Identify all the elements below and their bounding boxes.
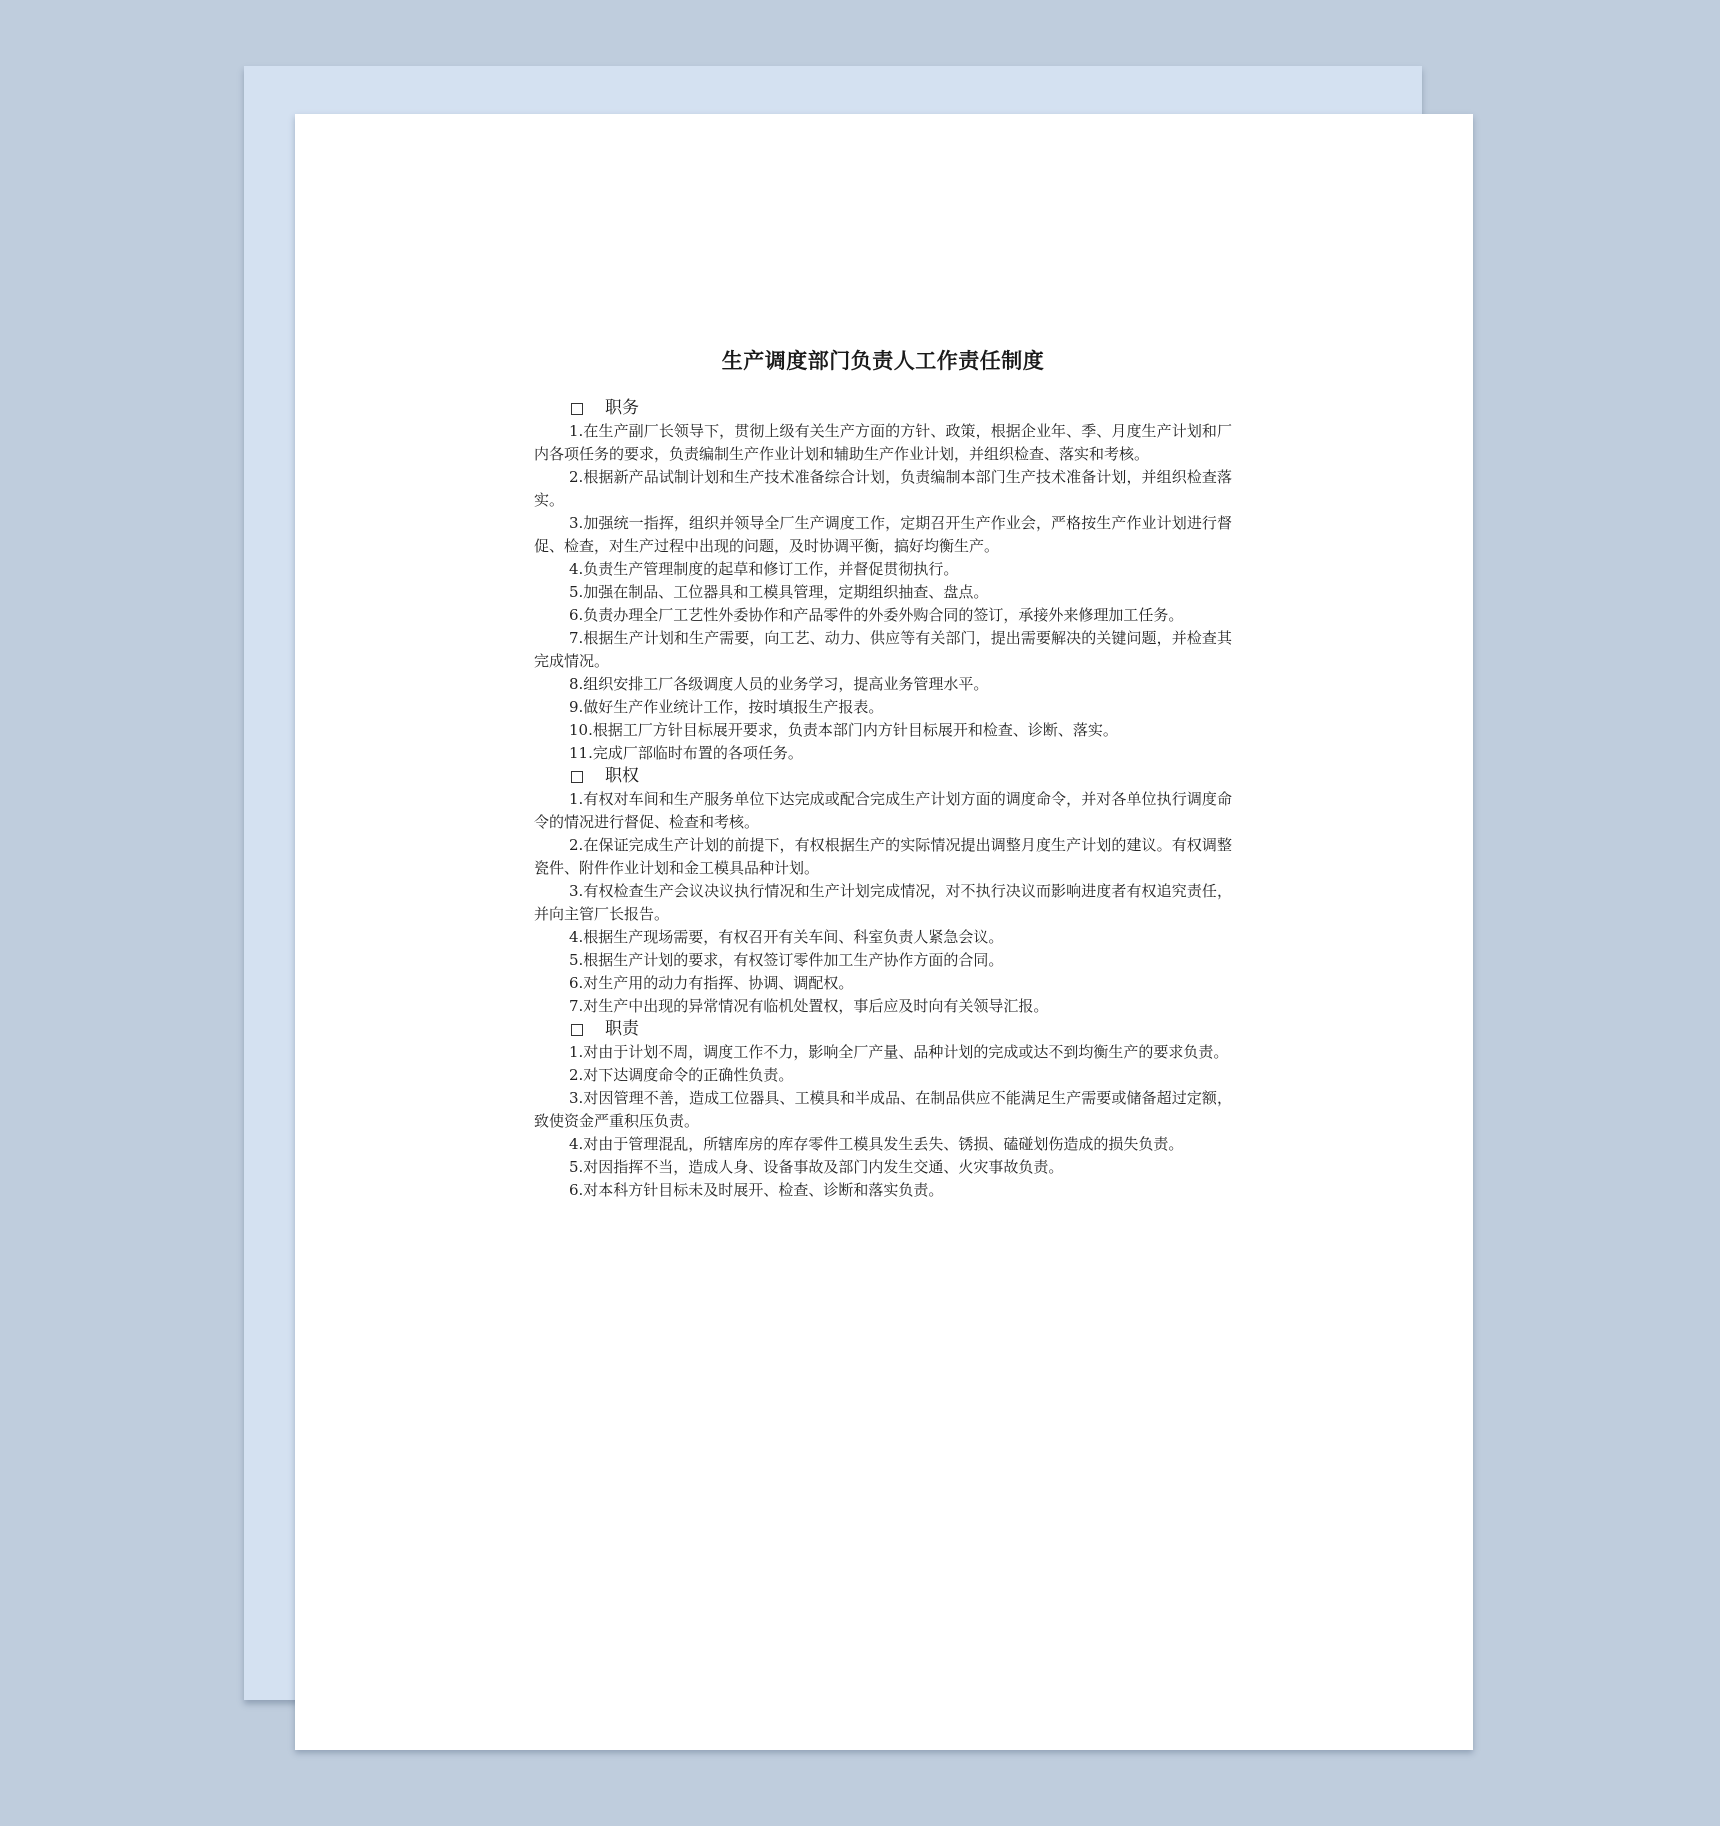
section-heading-label: 职务	[605, 398, 639, 418]
list-item: 5.加强在制品、工位器具和工模具管理，定期组织抽查、盘点。	[569, 583, 989, 601]
section-authority	[534, 765, 1232, 1018]
list-item: 3.有权检查生产会议决议执行情况和生产计划完成情况，对不执行决议而影响进度者有权追究责任，并向主管厂长报告。	[534, 882, 1232, 923]
list-item: 2.对下达调度命令的正确性负责。	[569, 1066, 794, 1084]
list-item: 4.负责生产管理制度的起草和修订工作，并督促贯彻执行。	[569, 560, 959, 578]
section-heading	[534, 1018, 1232, 1041]
list-item: 4.根据生产现场需要，有权召开有关车间、科室负责人紧急会议。	[569, 928, 1004, 946]
list-item: 1.在生产副厂长领导下，贯彻上级有关生产方面的方针、政策，根据企业年、季、月度生产计划和厂内各项任务的要求，负责编制生产作业计划和辅助生产作业计划，并组织检查、落实和考核。	[534, 422, 1232, 463]
checkbox-icon	[571, 771, 583, 783]
document-title: 生产调度部门负责人工作责任制度	[721, 349, 1045, 373]
section-heading	[534, 397, 1232, 420]
document-body	[534, 340, 1232, 1202]
section-heading	[534, 765, 1232, 788]
section-heading-label: 职责	[605, 1019, 639, 1039]
list-item: 8.组织安排工厂各级调度人员的业务学习，提高业务管理水平。	[569, 675, 989, 693]
list-item: 4.对由于管理混乱，所辖库房的库存零件工模具发生丢失、锈损、磕碰划伤造成的损失负责。	[569, 1135, 1184, 1153]
list-item: 7.对生产中出现的异常情况有临机处置权，事后应及时向有关领导汇报。	[569, 997, 1049, 1015]
list-item: 1.有权对车间和生产服务单位下达完成或配合完成生产计划方面的调度命令，并对各单位执行调度命令的情况进行督促、检查和考核。	[534, 790, 1232, 831]
list-item: 1.对由于计划不周，调度工作不力，影响全厂产量、品种计划的完成或达不到均衡生产的要求负责。	[569, 1043, 1229, 1061]
list-item: 10.根据工厂方针目标展开要求，负责本部门内方针目标展开和检查、诊断、落实。	[569, 721, 1118, 739]
section-heading-label: 职权	[605, 766, 639, 786]
list-item: 6.负责办理全厂工艺性外委协作和产品零件的外委外购合同的签订，承接外来修理加工任务。	[569, 606, 1184, 624]
list-item: 9.做好生产作业统计工作，按时填报生产报表。	[569, 698, 884, 716]
list-item: 11.完成厂部临时布置的各项任务。	[569, 744, 803, 762]
list-item: 2.在保证完成生产计划的前提下，有权根据生产的实际情况提出调整月度生产计划的建议。有权调整瓷件、附件作业计划和金工模具品种计划。	[534, 836, 1232, 877]
list-item: 3.对因管理不善，造成工位器具、工模具和半成品、在制品供应不能满足生产需要或储备超过定额，致使资金严重积压负责。	[534, 1089, 1232, 1130]
section-duties	[534, 397, 1232, 765]
list-item: 6.对本科方针目标未及时展开、检查、诊断和落实负责。	[569, 1181, 944, 1199]
list-item: 3.加强统一指挥，组织并领导全厂生产调度工作，定期召开生产作业会，严格按生产作业计划进行督促、检查，对生产过程中出现的问题，及时协调平衡，搞好均衡生产。	[534, 514, 1232, 555]
list-item: 2.根据新产品试制计划和生产技术准备综合计划，负责编制本部门生产技术准备计划，并组织检查落实。	[534, 468, 1232, 509]
list-item: 5.根据生产计划的要求，有权签订零件加工生产协作方面的合同。	[569, 951, 1004, 969]
section-responsibilities	[534, 1018, 1232, 1202]
checkbox-icon	[571, 1024, 583, 1036]
list-item: 7.根据生产计划和生产需要，向工艺、动力、供应等有关部门，提出需要解决的关键问题，并检查其完成情况。	[534, 629, 1232, 670]
checkbox-icon	[571, 403, 583, 415]
list-item: 6.对生产用的动力有指挥、协调、调配权。	[569, 974, 854, 992]
list-item: 5.对因指挥不当，造成人身、设备事故及部门内发生交通、火灾事故负责。	[569, 1158, 1064, 1176]
